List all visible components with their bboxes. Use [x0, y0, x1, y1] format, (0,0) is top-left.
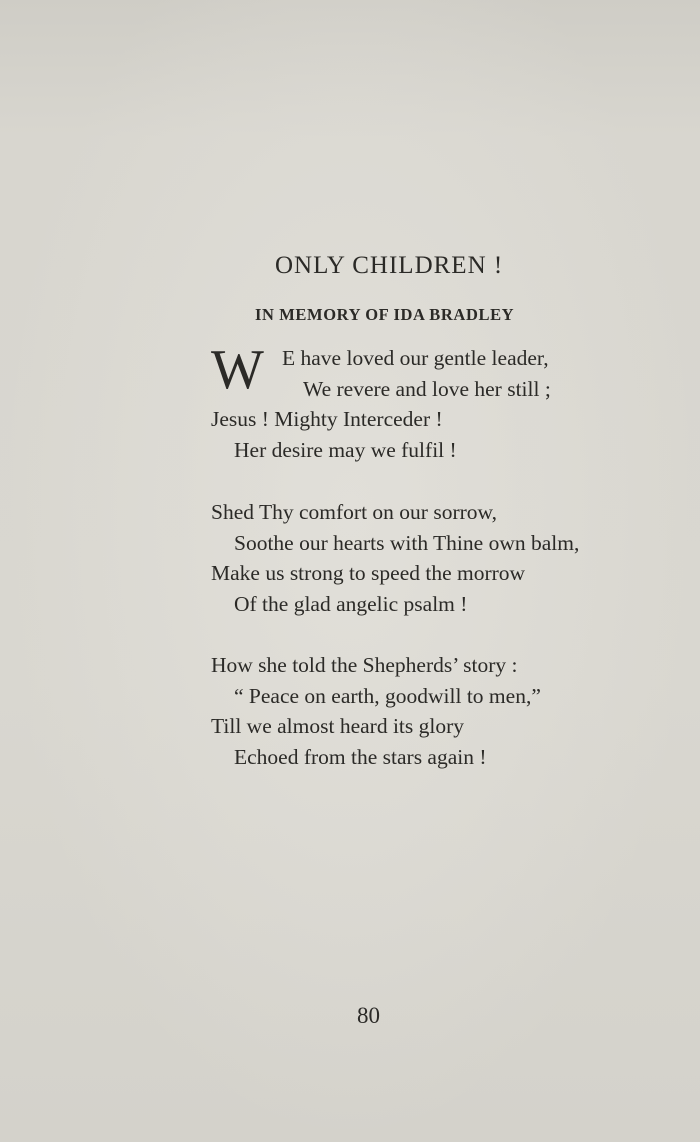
poem-line: “ Peace on earth, goodwill to men,” — [234, 683, 541, 708]
poem-line: Of the glad angelic psalm ! — [234, 591, 468, 616]
poem-line: Jesus ! Mighty Interceder ! — [211, 407, 443, 431]
poem-line: Shed Thy comfort on our sorrow, — [211, 500, 498, 524]
stanza-1-opening — [211, 339, 671, 404]
page-number: 80 — [357, 1003, 380, 1028]
stanza-2 — [211, 497, 671, 619]
poem-line: Till we almost heard its glory — [211, 714, 465, 738]
poem-line: Soothe our hearts with Thine own balm, — [234, 530, 580, 555]
poem-line: Her desire may we fulfil ! — [234, 437, 457, 462]
poem-title — [0, 252, 700, 280]
poem-line: Make us strong to speed the morrow — [211, 561, 526, 585]
poem-title-text: ONLY CHILDREN ! — [275, 252, 504, 279]
stanza-1 — [211, 339, 671, 465]
poem-line: E have loved our gentle leader, — [282, 346, 549, 370]
drop-cap: W — [211, 339, 264, 401]
stanza-3 — [211, 650, 671, 772]
poem-dedication: IN MEMORY OF IDA BRADLEY — [255, 305, 515, 324]
poem-line: Echoed from the stars again ! — [234, 744, 487, 769]
poem-line: We revere and love her still ; — [303, 376, 551, 401]
poem-line: How she told the Shepherds’ story : — [211, 653, 518, 677]
